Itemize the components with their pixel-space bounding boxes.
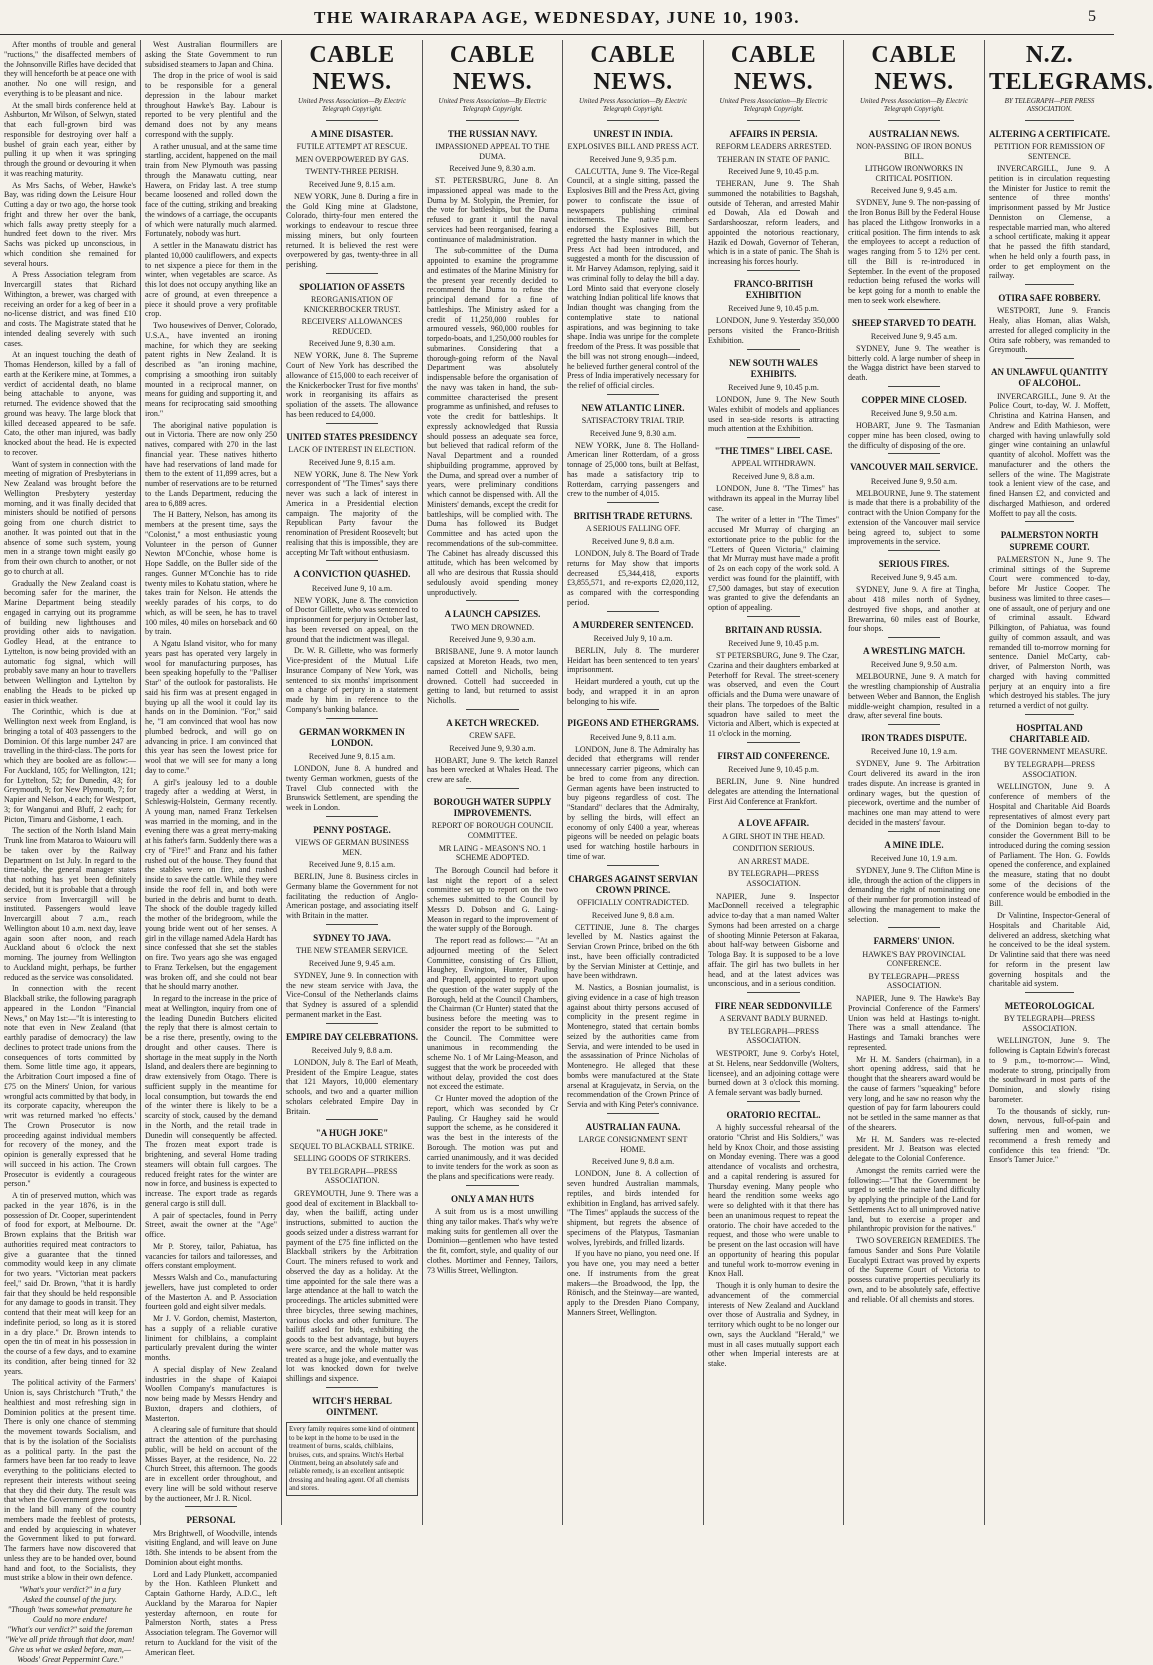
article-paragraph: The Borough Council had before it last night the report of a select committee set up to report on the two schemes submitted to the Council by Messrs D. Dobson and G. Laing-Meason in regard to the improvement of the water supply of the Borough. (427, 865, 558, 934)
section-rule (326, 816, 379, 817)
column-heading: CABLE NEWS. (871, 42, 957, 95)
article-paragraph: BRISBANE, June 9. A motor launch capsized at Moreton Heads, two men, named Cottell and Nicholls, being drowned. Cottell had succeeded in getting to land, but returned to assist Nicholls. (427, 647, 558, 706)
article-subheading: AN ARREST MADE. (737, 856, 810, 866)
received-dateline: Received June 9, 9.30 a.m. (449, 635, 536, 645)
column-heading: CABLE NEWS. (590, 42, 676, 95)
article-paragraph: PALMERSTON N., June 9. The criminal sittings of the Supreme Court were commenced to-day, before Mr Justice Cooper. The business was limited to three cases—one of assault, one of perjury and one of criminal assault. Edward Pilkington, of Pahiatua, was found guilty of common assault, and was remanded till to-morrow morning for sentence. Daniel McCarty, cab-driver, of Palmerston North, was charged with having committed perjury at an enquiry into a fire which destroyed his stables. The jury returned a verdict of not guilty. (989, 554, 1110, 711)
column-heading: CABLE NEWS. (309, 42, 395, 95)
article-headline: NEW SOUTH WALES EXHIBITS. (729, 357, 818, 379)
received-dateline: Received June 9, 8.8 a.m. (591, 537, 675, 547)
article-headline: AUSTRALIAN NEWS. (868, 128, 960, 139)
article-headline: A MINE DISASTER. (310, 128, 394, 139)
article-headline: GERMAN WORKMEN IN LONDON. (299, 726, 405, 748)
article-paragraph: INVERCARGILL, June 9. At the Police Court, to-day, W. J. Moffett, Christina and Katrina Hansen, and Andrew and Edith Mathieson, were charged with having unlawfully sold ginger wine containing an unlawful quantity of alcohol. Moffett was the manufacturer and the others the sellers of the wine. The Magistrate took a lenient view of the case, and fined Hansen £2, and convicted and discharged Mathieson, and ordered Moffett to pay all the costs. (989, 391, 1110, 518)
section-rule (888, 120, 941, 121)
section-rule (466, 788, 518, 789)
article-paragraph: A rather unusual, and at the same time startling, accident, happened on the mail train from New Plymouth was passing through the Manawatu cutting, near Hawera, on Friday last. A tree stump became loosened and rolled down the face of the cutting, striking and breaking the windows of a carriage, the occupants of which were naturally much alarmed. Fortunately, nobody was hurt. (145, 141, 277, 239)
article-paragraph: After months of trouble and general "ructions," the disaffected members of the Johnsonville Rifles have decided that they will henceforth be at peace one with another. No one will resign, and everything is to be pleasant and nice. (4, 40, 136, 98)
column-8 (984, 40, 1153, 1525)
article-subheading: EXPLOSIVES BILL AND PRESS ACT. (567, 142, 699, 152)
article-paragraph: WELLINGTON, June 9. A conference of members of the Hospital and Charitable Aid Boards representatives of almost every part of the Dominion began to-day to consider the Government Bill to be introduced during the coming session of Parliament. The Hon. G. Fowlds opened the conference, and explained the measure, stating that no doubt some of the decisions of the conference would be embodied in the Bill. (989, 782, 1110, 909)
article-paragraph: WELLINGTON, June 9. The following is Captain Edwin's forecast to 9 p.m., to-morrow:— Wind, moderate to strong, principally from the southward in most parts of the Dominion, and slowly rising barometer. (989, 1036, 1110, 1104)
article-subheading: RECEIVERS' ALLOWANCES REDUCED. (301, 317, 403, 336)
article-subheading: PETITION FOR REMISSION OF SENTENCE. (994, 142, 1105, 161)
article-subheading: MEN OVERPOWERED BY GAS. (295, 154, 409, 164)
article-paragraph: The section of the North Island Main Trunk line from Mataroa to Waiouru will be taken over by the Railway Department on 1st July. In regard to the time-table, the general manager states that nothing has yet been definitely decided, but it is probable that a through service from Invercargill will be instituted. Passengers would leave Invercargill about 7 a.m., reach Wellington about 10 a.m. next day, leave again soon after noon, and reach Auckland about 6 o'clock the next morning. The journey from Wellington to Auckland might, perhaps, be further reduced as the service was consolidated. (4, 826, 136, 982)
article-paragraph: Want of system in connection with the meeting of migration of Presbyterians in New Zealand was brought before the Wellington Presbytery yesterday morning, and it was finally decided that ministers should be notified of persons going from one church district to another. It was pointed out that in the absence of some such system, young men in a strange town might easily go from their own church to another, or not go to church at all. (4, 459, 136, 576)
received-dateline: Received June 9, 10.45 p.m. (728, 304, 819, 314)
received-dateline: Received June 10, 1.9 a.m. (870, 747, 958, 757)
article-paragraph: In connection with the recent Blackball strike, the following paragraph appeared in the London "Financial News," on May 1st:—"It is interesting to note that even in New Zealand (that earthly paradise of democracy) the law declines to protect trade unions from the consequences of torts committed by them. Some little time ago, it appears, the Arbitration Court imposed a fine of £75 on the Miners' Union, for various wrongful acts committed by that body, in its corporate capacity, whereupon the writ was returned marked 'no effects.' The Crown Prosecutor is now proceeding against individual members for recovery of the money, and the opinion is generally expressed that he will succeed in his action. The Crown Prosecutor is evidently a courageous person." (4, 984, 136, 1189)
article-paragraph: Heidart murdered a youth, cut up the body, and wrapped it in an apron belonging to his wife. (567, 677, 699, 706)
article-paragraph: A Press Association telegram from Invercargill states that Richard Withington, a brewer, was charged with receiving an order for a keg of beer in a no-license district, and was fined £10 and costs. The Magistrate stated that he intended dealing severely with such cases. (4, 270, 136, 348)
article-subheading: SEQUEL TO BLACKBALL STRIKE. (289, 1141, 415, 1151)
article-paragraph: Messrs Walsh and Co., manufacturing jewellers, have just completed to order of the Masterton A. and P. Association fourteen gold and eight silver medals. (145, 1273, 277, 1312)
article-headline: A LOVE AFFAIR. (737, 818, 810, 829)
article-paragraph: TWO SOVEREIGN REMEDIES. The famous Sander and Sons Pure Volatile Eucalypti Extract was proved by experts of the Supreme Court of Victoria to possess curative properties peculiarly its own, and to be absolutely safe, effective and reliable. Of all chemists and stores. (848, 1236, 980, 1304)
received-dateline: Received June 9, 9.45 a.m. (308, 958, 396, 968)
article-subheading: CREW SAFE. (469, 731, 516, 741)
article-subheading: A SERVANT BADLY BURNED. (719, 1014, 828, 1024)
section-rule (1025, 284, 1073, 285)
article-subheading: A SERIOUS FALLING OFF. (585, 524, 681, 534)
article-headline: THE RUSSIAN NAVY. (447, 128, 538, 139)
article-headline: ONLY A MAN HUTS (450, 1193, 535, 1204)
article-paragraph: LONDON, June 8. A collection of seven hundred Australian mammals, reptiles, and birds intended for exhibition in England, has arrived safely. "The Times" applauds the success of the shipment, but regrets the absence of specimens of the Platypus, Tasmanian wolves, lyrebirds, and frilled lizards. (567, 1169, 699, 1247)
article-headline: AFFAIRS IN PERSIA. (729, 128, 818, 139)
article-paragraph: INVERCARGILL, June 9. A petition is in circulation requesting the Minister for Justice to remit the sentence of three months' imprisonment passed by Mr Justice Denniston on Clemense, a respectable married man, who altered a school certificate, making it appear that he passed the fifth standard, when he held only a fourth pass, in order to get employment on the railway. (989, 164, 1110, 281)
article-paragraph: The report read as follows:— "At an adjourned meeting of the Select Committee, consisting of Crs Elliott, Haughey, Ewington, Hunter, Pauling and Prapnell, appointed to report upon the question of the water supply of the Borough, held at the Council Chambers, the Chairman (Cr Hunter) stated that the business before the meeting was to consider the report to be submitted to the Council. The Committee were unanimous in recommending the scheme No. 1 of Mr Laing-Meason, and suggest that the work be proceeded with without delay, provided the cost does not exceed the estimate. (427, 936, 558, 1092)
section-rule (747, 437, 799, 438)
section-rule (185, 1506, 238, 1507)
section-rule (607, 865, 660, 866)
section-rule (466, 1185, 518, 1186)
article-paragraph: BERLIN, June 8. Business circles in Germany blame the Government for not facilitating the reduction of Anglo-American postage, and associating itself with Britain in the matter. (286, 872, 418, 921)
article-paragraph: NEW YORK, June 8. The conviction of Doctor Gillette, who was sentenced to imprisonment for perjury in October last, has been reversed on appeal, on the ground that the indictment was illegal. (286, 595, 418, 644)
received-dateline: Received June 9, 8.8 a.m. (732, 472, 815, 482)
article-paragraph: LONDON, June 8. The Admiralty has decided that ethergrams will render unnecessary carrier pigeons, which can be bred to come from any direction. German agents have been instructed to buy pigeons regardless of cost. The "Standard" declares that the Admiralty, by selling the birds, will effect an economy of only £400 a year, whereas pigeons will be needed on pelagic boats used for watching hostile harbours in time of war. (567, 744, 699, 861)
article-paragraph: HOBART, June 9. The Tasmanian copper mine has been closed, owing to the difficulty of disposing of the ore. (848, 421, 980, 450)
article-paragraph: MELBOURNE, June 9. A match for the wrestling championship of Australia between Weber and Bannon, the English middle-weight champion, resulted in a draw, after several fine bouts. (848, 672, 980, 721)
article-paragraph: NEW YORK, June 8. During a fire in the Gold King mine at Gladstone, Colorado, thirty-four men entered the workings to endeavour to rescue three missing miners, but only fourteen returned. It is believed the rest were overpowered by gas, twenty-three in all perishing. (286, 191, 418, 270)
received-dateline: Received June 9, 8.15 a.m. (308, 179, 396, 189)
article-subheading: SELLING GOODS OF STRIKERS. (293, 1154, 411, 1164)
article-paragraph: The political activity of the Farmers' Union is, says Christchurch "Truth," the healthiest and most refreshing sign in Dominion politics at the present time. There is only one chance of stemming the movement towards Socialism, and that is by the isolation of the Socialists as a political party. In the past the farmers have been far too ready to leave everything to the politicians elected to represent their interests without seeing that they did their duty. The result was that when the Government grew too bold in the land bill many of the country members made the feeblest of protests, and ended by acquiescing in whatever the Government liked to put forward. The farmers have now discovered that unless they are to be handed over, bound hand and foot, to the Socialists, they must strike a blow in their own defence. (4, 1378, 136, 1583)
article-headline: BRITAIN AND RUSSIA. (725, 624, 822, 635)
article-headline: FIRE NEAR SEDDONVILLE (714, 1001, 833, 1012)
section-rule (888, 637, 941, 638)
article-paragraph: LONDON, July 8. The Earl of Meath, President of the Empire League, states that 121 Mayors, 10,000 elementary schools, and two and a quarter million scholars celebrated Empire Day in Britain. (286, 1057, 418, 1116)
article-subheading: BY TELEGRAPH—PRESS ASSOCIATION. (306, 1166, 398, 1186)
article-subheading: REPORT OF BOROUGH COUNCIL COMMITTEE. (431, 821, 554, 840)
article-subheading: A GIRL SHOT IN THE HEAD. (722, 831, 825, 841)
article-headline: METEOROLOGICAL (1004, 1001, 1095, 1011)
section-rule (1025, 521, 1073, 522)
advertisement: Every family requires some kind of ointment to be kept in the home to be used in the treatment of burns, scalds, chilblains, bruises, cuts, and sprains. Witch's Herbal Ointment, being an absolutely safe and reliable remedy, is an excellent antiseptic dressing and healing agent. Of all chemists and stores. (286, 1422, 418, 1495)
article-paragraph: A tin of preserved mutton, which was packed in the year 1876, is in the possession of Dr. Cooper, superintendent of food for export, at Melbourne. Dr. Brown explains that the British war authorities required meat contractors to give a guarantee that the tinned commodity would keep in any climate for two years. "Victorian meat packers feel," said Dr. Brown, "that it is hardly fair that they should be held responsible for any damage to goods in transit. They contend that their meat will keep for an indefinite period, so long as it is stored in a dry place." Dr. Brown intends to open the tin of meat in his possession in the course of a few days, and to examine its condition, after being tinned for 32 years. (4, 1191, 136, 1376)
article-paragraph: At the small birds conference held at Ashburton, Mr Wilson, of Selwyn, stated that each full-grown bird was responsible for destroying over half a bushel of grain each year, either by pulling it up when it was springing through the ground or devouring it when it was reaching maturity. (4, 100, 136, 178)
article-paragraph: Mr P. Storey, tailor, Pahiatua, has vacancies for tailors and tailoresses, and offers constant employment. (145, 1241, 277, 1271)
article-headline: A KETCH WRECKED. (446, 717, 539, 728)
section-rule (888, 550, 941, 551)
article-paragraph: A special display of New Zealand industries in the shape of Kaiapoi Woollen Company's manufactures is now being made by Messrs Hendry and Buxton, drapers and clothiers, of Masterton. (145, 1364, 277, 1423)
section-rule (326, 1023, 379, 1024)
article-paragraph: LONDON, June 9. The New South Wales exhibit of models and appliances used in sea-side resorts is attracting much attention at the Exhibition. (708, 395, 839, 434)
column-6 (703, 40, 843, 1525)
article-paragraph: CETTINJE, June 8. The charges levelled by M. Nastics against the Servian Crown Prince, bribed on the 6th inst., have been officially contradicted by the Servian Minister at Cettinje, and have been withdrawn. (567, 922, 699, 981)
article-paragraph: WESTPORT, June 9. Francis Healy, alias Homan, alias Walsh, arrested for alleged complicity in the Otira safe robbery, was remanded to Greymouth. (989, 306, 1110, 355)
section-rule (747, 349, 799, 350)
article-subheading: LARGE CONSIGNMENT SENT HOME. (578, 1135, 688, 1154)
article-paragraph: Mr J. V. Gordon, chemist, Masterton, has a supply of a reliable curative liniment for chilblains, a complaint particularly prevalent during the winter months. (145, 1314, 277, 1362)
article-subheading: HAWKE'S BAY PROVINCIAL CONFERENCE. (862, 949, 966, 969)
article-subheading: THE NEW STEAMER SERVICE. (296, 946, 408, 956)
article-headline: PERSONAL (186, 1515, 236, 1526)
section-rule (1025, 358, 1073, 359)
article-headline: FIRST AID CONFERENCE. (717, 750, 830, 761)
article-headline: UNREST IN INDIA. (593, 128, 673, 139)
article-paragraph: MELBOURNE, June 9. The statement is made that there is a probability of the contract with the Union Company for the extension of the Vancouver mail service being agreed to, subject to some improvements in the service. (848, 488, 980, 547)
article-subheading: OFFICIALLY CONTRADICTED. (577, 898, 689, 908)
article-paragraph: Lord and Lady Plunkett, accompanied by the Hon. Kathleen Plunkett and Captain Gathorne Hardy, A.D.C., left Auckland by the Mararoa for Napier yesterday afternoon, en route for Palmerston North, states a Press Association telegram. The Governor will return to Auckland for the visit of the American fleet. (145, 1569, 277, 1657)
article-headline: A MINE IDLE. (884, 839, 944, 850)
article-headline: SYDNEY TO JAVA. (313, 932, 391, 943)
column-credit: United Press Association—By Electric Telegraph Copyright. (579, 97, 687, 114)
article-paragraph: LONDON, June 8. A hundred and twenty German workmen, guests of the Travel Club connected with the Brunswick Settlement, are spending the week in London. (286, 764, 418, 813)
received-dateline: Received June 9, 9.50 a.m. (870, 409, 958, 419)
article-paragraph: At an inquest touching the death of Thomas Henderson, killed by a fall of earth at the Kerikere mine, at Tommes, a verdict of accidental death, no blame being attachable to anyone, was returned. The evidence showed that the ground was heavy. The large block that killed deceased appeared to be safe. Cato, the other man injured, was badly knocked about the head. He is expected to recover. (4, 350, 136, 457)
article-paragraph: Dr Valintine, Inspector-General of Hospitals and Charitable Aid, delivered an address, sketching what he conceived to be the ideal system. Dr Valintine said that there was need for reform in the present law governing hospitals and the charitable aid system. (989, 911, 1110, 989)
column-heading: N.Z. TELEGRAMS. (989, 42, 1153, 95)
column-credit: United Press Association—By Electric Telegraph Copyright. (438, 97, 547, 114)
article-paragraph: GREYMOUTH, June 9. There was a good deal of excitement in Blackball to-day, when the bailiff, acting under instructions, submitted to auction the goods seized under a distress warrant for payment of the £75 fine inflicted on the Blackball strikers by the Arbitration Court. The miners refused to work and observed the day as a holiday. At the time appointed for the sale there was a large attendance at the hall to watch the proceedings. The articles submitted were three bicycles, three sewing machines, various clocks and other furniture. The bailiff asked for bids, exhibiting the goods to the best advantage, but buyers were scarce, and the whole matter was treated as a huge joke, and eventually the lot was knocked down for twelve shillings and sixpence. (286, 1188, 418, 1384)
article-paragraph: The aboriginal native population is out in Victoria. There are now only 250 natives, compared with 270 in the last financial year. These natives hitherto have had reservations of land made for them to the extent of 11,899 acres, but a number of reservations are to be returned to the Lands Department, reducing the area to 6,889 acres. (145, 420, 277, 508)
received-dateline: Received June 9, 9.50 a.m. (870, 660, 958, 670)
article-paragraph: NAPIER, June 9. The Hawke's Bay Provincial Conference of the Farmers' Union was held at Hastings to-night. There was a small attendance. The Hastings and Tamaki branches were represented. (848, 994, 980, 1052)
article-paragraph: NEW YORK, June 8. The Supreme Court of New York has described the allowance of £15,000 to each receiver of the Knickerbocker Trust for five months' work in reorganising its affairs as spoliation of the assets. The allowance has been reduced to £4,000. (286, 351, 418, 419)
section-rule (747, 992, 799, 993)
article-paragraph: SYDNEY, June 9. The weather is bitterly cold. A large number of sheep in the Wagga district have been starved to death. (848, 343, 980, 383)
article-paragraph: M. Nastics, a Bosnian journalist, is giving evidence in a case of high treason against about thirty persons accused of complicity in the present regime in Montenegro, stated that certain bombs seized by the authorities came from Servia, and were intended to be used in the assassination of Prince Nicholas of Montenegro. He alleged that these bombs were manufactured at the State arsenal at Kragujevatz, in Servia, on the recommendation of the Crown Prince of Servia and with King Peter's connivance. (567, 983, 699, 1110)
section-rule (747, 120, 799, 121)
article-headline: AN UNLAWFUL QUANTITY OF ALCOHOL. (990, 367, 1108, 389)
article-headline: COPPER MINE CLOSED. (861, 394, 967, 405)
article-headline: EMPIRE DAY CELEBRATIONS. (286, 1031, 418, 1042)
article-headline: FRANCO-BRITISH EXHIBITION (733, 278, 813, 301)
article-paragraph: Dr. W. R. Gillette, who was formerly Vice-president of the Mutual Life Insurance Company of New York, was sentenced to six months' imprisonment on a charge of perjury in a statement made by him in reference to the Company's banking balance. (286, 646, 418, 714)
section-rule (326, 718, 379, 719)
article-subheading: VIEWS OF GERMAN BUSINESS MEN. (294, 838, 409, 857)
article-subheading: MR LAING - MEASON'S NO. 1 SCHEME ADOPTED. (438, 843, 547, 863)
article-paragraph: Gradually the New Zealand coast is becoming safer for the mariner, the Marine Department being steadily engaged in carrying out its programme of building new lighthouses and providing other aids to navigation. Godley Head, at the entrance to Lyttelton, is now being provided with an automatic fog signal, which will probably save many an hour to travellers between Wellington and Lyttelton by enabling the Heads to be picked up easier in thick weather. (4, 578, 136, 705)
article-paragraph: LONDON, June 8. "The Times" has withdrawn its appeal in the Murray libel case. (708, 484, 839, 513)
article-paragraph: The Corinthic, which is due at Wellington next week from England, is bringing a total of 403 passengers to the Dominion. Of this large number 247 are travelling in the third-class. The ports for which they are booked are as follow:—For Auckland, 105; for Wellington, 121; for Lyttelton, 52; for Dunedin, 43; for Greymouth, 9; for New Plymouth, 7; for Napier and Nelson, 4 each; for Westport, 3; for Wanganui and Bluff, 2 each; for Picton, Timaru and Gisborne, 1 each. (4, 707, 136, 824)
article-subheading: TWENTY-THREE PERISH. (305, 167, 399, 177)
article-headline: A LAUNCH CAPSIZES. (444, 609, 541, 620)
article-paragraph: WESTPORT, June 9. Corby's Hotel, at St. Helens, near Seddonville (Wolters, licensee), and an adjoining cottage were burned down at 3 o'clock this morning. A female servant was badly burned. (708, 1049, 839, 1098)
article-headline: SERIOUS FIRES. (878, 559, 950, 570)
received-dateline: Received June 9, 9.50 a.m. (870, 476, 958, 486)
received-dateline: Received June 9, 8.11 a.m. (590, 732, 676, 742)
section-rule (607, 394, 660, 395)
received-dateline: Received June 9, 8.15 a.m. (308, 860, 396, 870)
section-rule (466, 600, 518, 601)
article-paragraph: SYDNEY, June 9. A fire at Tingha, about 418 miles north of Sydney, destroyed five shops, and another at Brewarrina, 60 miles east of Bourke, four shops. (848, 585, 980, 634)
article-headline: "THE TIMES" LIBEL CASE. (714, 446, 833, 457)
column-4 (422, 40, 562, 1525)
article-paragraph: HOBART, June 9. The ketch Ranzel has been wrecked at Whales Head. The crew are safe. (427, 755, 558, 785)
article-subheading: REFORM LEADERS ARRESTED. (715, 142, 832, 152)
article-paragraph: A suit from us is a most unwilling thing any tailor makes. That's why we're making suits for gentlemen all over the Dominion—gentlemen who have tested the fit, comfort, style, and quality of our clothes. Mortimer and Fenney, Tailors, 73 Willis Street, Wellington. (427, 1207, 558, 1275)
article-paragraph: West Australian flourmillers are asking the State Government to run subsidised steamers to Japan and China. (145, 40, 277, 69)
article-paragraph: Mr H. M. Sanders was re-elected president. Mr J. Beatson was elected delegate to the Colonial Conference. (848, 1134, 980, 1164)
article-headline: CHARGES AGAINST SERVIAN CROWN PRINCE. (568, 873, 698, 895)
article-paragraph: A Ngatu Island visitor, who for many years past has operated very largely in wool for manufacturing purposes, has been speaking hopefully to the "Palliser Star" of the outlook for pastoralists. He said his firm was at present engaged in buying up all the wool it could lay its hands on in the Dominion. "For," said he, "I am convinced that wool has now plumbed bedrock, and will go on advancing in price. I am convinced that this year has seen the lowest price for wool that we will see for many a long day to come." (145, 639, 277, 775)
article-paragraph: The drop in the price of wool is said to be responsible for a general depression in the labour market throughout Hawke's Bay. Labour is reported to be very plentiful and the demand does not by any means correspond with the supply. (145, 71, 277, 139)
article-subheading: SATISFACTORY TRIAL TRIP. (581, 416, 685, 426)
received-dateline: Received June 9, 10.45 p.m. (728, 639, 819, 649)
section-rule (888, 309, 941, 310)
article-headline: A WRESTLING MATCH. (863, 646, 965, 657)
article-paragraph: Though it is only human to desire the advancement of the commercial interests of New Zealand and Auckland over those of Australia and Sydney, in territory which ought to be no longer our own, says the Auckland "Herald," we must in all cases mutually support each other when Imperial interests are at stake. (708, 1281, 839, 1369)
article-headline: BOROUGH WATER SUPPLY IMPROVEMENTS. (433, 796, 552, 819)
section-rule (326, 423, 379, 424)
section-rule (466, 709, 518, 710)
article-paragraph: LONDON, July 8. The Board of Trade returns for May show that imports decreased £5,344,418, exports £3,855,571, and re-exports £2,020,112, as compared with the corresponding period. (567, 549, 699, 607)
article-paragraph: NAPIER, June 9. Inspector MacDonnell received a telegraphic advice to-day that a man named Walter Symons had been arrested on a charge of shooting Minnie Peterson at Fakaraa, about half-way between Gisborne and Tologa Bay. It is supposed to be a love affair. The girl has two bullets in her head, and at the latest advices was unconscious, and in a serious condition. (708, 891, 839, 989)
article-headline: UNITED STATES PRESIDENCY (286, 431, 418, 442)
article-paragraph: The writer of a letter in "The Times" accused Mr Murray of charging an extortionate price to the public for the "Letters of Queen Victoria," claiming that Mr Murray must have made a profit of 2s on each copy of the work sold. A verdict was found for the plaintiff, with £7,500 damages, but stay of execution was granted to give the defendants an option of appealing. (708, 515, 839, 613)
section-rule (1025, 120, 1073, 121)
received-dateline: Received July 9, 10 a.m. (593, 633, 673, 643)
article-paragraph: SYDNEY, June 9. In connection with the new steam service with Java, the Vice-Consul of the Netherlands claims that Sydney is assured of a splendid permanent market in the East. (286, 970, 418, 1019)
section-rule (607, 502, 660, 503)
section-rule (888, 386, 941, 387)
article-headline: SHEEP STARVED TO DEATH. (851, 317, 977, 328)
article-headline: PALMERSTON NORTH SUPREME COURT. (1000, 530, 1099, 552)
article-headline: AUSTRALIAN FAUNA. (585, 1121, 681, 1132)
article-subheading: BY TELEGRAPH—PRESS ASSOCIATION. (728, 869, 819, 888)
section-rule (607, 1113, 660, 1114)
article-paragraph: To the thousands of sickly, run-down, nervous, full-of-pain and suffering men and women, we recommend a fresh remedy and confidence this tea friend: "Dr. Ensor's Tamer Juice." (989, 1106, 1110, 1165)
article-subheading: TEHERAN IN STATE OF PANIC. (717, 154, 830, 164)
article-headline: FARMERS' UNION. (873, 936, 955, 947)
article-paragraph: Mr H. M. Sanders (chairman), in a short opening address, said that he thought that the shearers award would be the cause of farmers "squeaking" before very long, and he saw no reason why the question of pay for farm labourers could not be settled in the same manner as that of the shearers. (848, 1054, 980, 1132)
columns-area (0, 40, 1153, 1664)
section-rule (888, 453, 941, 454)
article-headline: PENNY POSTAGE. (313, 824, 391, 835)
article-paragraph: A settler in the Manawatu district has planted 10,000 cauliflowers, and expects to net sixpence a piece for them in the winter, when vegetables are scarce. As this lot does not occupy anything like an acre of ground, at even threepence a piece it should prove a very profitable crop. (145, 241, 277, 319)
received-dateline: Received June 9, 8.8 a.m. (591, 1157, 675, 1167)
section-rule (326, 1119, 379, 1120)
article-paragraph: SYDNEY, June 9. The Arbitration Court delivered its award in the iron trades dispute. An increase is granted in ordinary wages, but the question of piecework, overtime and the number of machines one man may attend to were decided in the masters' favour. (848, 759, 980, 827)
article-headline: OTIRA SAFE ROBBERY. (998, 293, 1101, 304)
article-subheading: BY TELEGRAPH—PRESS ASSOCIATION. (728, 1026, 819, 1046)
column-credit: United Press Association—By Electric Telegraph Copyright. (860, 97, 968, 114)
received-dateline: Received June 9, 8.15 a.m. (308, 457, 396, 467)
article-headline: "A HUGH JOKE" (315, 1128, 389, 1139)
article-paragraph: Two housewives of Denver, Colorado, U.S.A., have invented an ironing machine, for which they are seeking patent rights in New Zealand. It is described as "an ironing machine, comprising a smoothing iron suitably mounted in a reciprocal manner, on means for guiding and supporting it, and means for reciprocating said smoothing iron." (145, 321, 277, 418)
column-heading: CABLE NEWS. (730, 42, 817, 95)
received-dateline: Received June 9, 8.8 a.m. (591, 910, 675, 920)
section-rule (1025, 714, 1073, 715)
article-paragraph: Mrs Brightwell, of Woodville, intends visiting England, and will leave on June 18th. She intends to be absent from the Dominion about eight months. (145, 1528, 277, 1567)
article-subheading: REORGANISATION OF KNICKERBOCKER TRUST. (303, 295, 401, 314)
column-5 (562, 40, 703, 1525)
received-dateline: Received June 9, 8.30 a.m. (589, 428, 677, 438)
article-subheading: NON-PASSING OF IRON BONUS BILL. (856, 142, 972, 161)
received-dateline: Received June 9, 8.30 a.m. (449, 164, 536, 174)
received-dateline: Received June 9, 10.45 p.m. (728, 765, 819, 775)
section-rule (747, 616, 799, 617)
received-dateline: Received June 9, 10 a.m. (311, 583, 393, 593)
article-subheading: BY TELEGRAPH—PRESS ASSOCIATION. (1004, 1014, 1095, 1033)
received-dateline: Received June 9, 9.45 a.m. (870, 186, 958, 196)
section-rule (607, 709, 660, 710)
article-subheading: CONDITION SERIOUS. (732, 844, 815, 854)
masthead-title: THE WAIRARAPA AGE, WEDNESDAY, JUNE 10, 1903. (313, 8, 801, 27)
article-headline: BRITISH TRADE RETURNS. (573, 511, 693, 522)
section-rule (466, 120, 518, 121)
article-headline: IRON TRADES DISPUTE. (861, 733, 967, 744)
section-rule (607, 611, 660, 612)
article-paragraph: If you have no piano, you need one. If you have one, you may need a better one. If instruments from the great makers—the Broadwood, the Ipp, the Rönisch, and the Steinway—are wanted, apply to the Dresden Piano Company, Manners Street, Wellington. (567, 1249, 699, 1317)
section-rule (326, 1387, 379, 1388)
article-headline: A MURDERER SENTENCED. (572, 619, 694, 630)
section-rule (326, 120, 379, 121)
article-paragraph: BERLIN, June 9. Nine hundred delegates are attending the International First Aid Conference at Frankfort. (708, 777, 839, 806)
column-credit: United Press Association—By Electric Telegraph Copyright. (719, 97, 828, 114)
article-paragraph: BERLIN, July 8. The murderer Heidart has been sentenced to ten years' imprisonment. (567, 645, 699, 675)
section-rule (326, 924, 379, 925)
article-paragraph: TEHERAN, June 9. The Shah summoned the notabilities to Bagshah, outside of Teheran, and arrested Mahir ed Dowah, Ala ed Dowah and Sardarshooszar, reform leaders, and appointed the notorious reactionary, Hazik ed Dowah, Governor of Teheran, which is in a state of panic. The Shah is increasing his forces hourly. (708, 179, 839, 267)
section-rule (1025, 992, 1073, 993)
article-subheading: FUTILE ATTEMPT AT RESCUE. (296, 142, 408, 152)
column-credit: BY TELEGRAPH—PER PRESS ASSOCIATION. (1004, 97, 1095, 114)
article-headline: PIGEONS AND ETHERGRAMS. (567, 718, 699, 729)
article-paragraph: ST PETERSBURG, June 9. The Czar, Czarina and their daughters embarked at Peterhoff for Reval. The street-scenery was observed, and even the Court officials and the Duma were unaware of their plans. The torpedoes of the Baltic squadron have sailed to meet the Victoria and Albert, which is expected at 11 o'clock in the morning. (708, 651, 839, 739)
article-subheading: LITHGOW IRONWORKS IN CRITICAL POSITION. (864, 164, 964, 183)
article-paragraph: In regard to the increase in the price of meat at Wellington, inquiry from one of the leading Dunedin Butchers elicited the reply that there is almost certain to be a rise there, presently, owing to the drought and other causes. There is shortage in the meat supply in the North Island, and dealers there are beginning to draw extensively from Otago. There is sufficient supply in the meantime for local consumption, but towards the end of the winter there is likely to be a scarcity of stock, caused by the demand in the North, and the retail trade in Dunedin will consequently be affected. The frozen meat export trade is brightening, and several Home trading steamers will obtain full cargoes. The reduced freight rates for the winter are now in force, and business is expected to increase. The export trade as regards general cargo is still dull. (145, 994, 277, 1208)
received-dateline: Received June 9, 10.45 p.m. (728, 383, 819, 393)
section-rule (888, 927, 941, 928)
section-rule (747, 270, 799, 271)
article-paragraph: A clearing sale of furniture that should attract the attention of the purchasing public, will be held on account of the Misses Bayer, at the residence, No. 22 Church Street, this afternoon. The goods are in excellent order throughout, and every line will be sold without reserve by the auctioneer, Mr J. R. Nicol. (145, 1425, 277, 1503)
article-paragraph: A girl's jealousy led to a double tragedy after a wedding at Werst, in Schleswig-Holstein, Germany recently. A young man, named Franz Terkelsen was married in the morning, and in the evening there was a great merry-making at his father's farm. Suddenly there was a cry of "Fire!" and Franz and his father rushed out of the house. They found that the stables were on fire, and rushed inside to save the cattle. While they were inside the roof fell in, and both were buried in the debris and burnt to death. The shock of the double tragedy killed the mother of the bridegroom, while the young bride went out of her senses. A girl in the village named Adela Hardt has since confessed that she set the stables on fire. Two years ago she was engaged to Franz Terkelsen, but the engagement was broken off, and she could not bear that he should marry another. (145, 777, 277, 992)
received-dateline: Received June 9, 9.30 a.m. (449, 743, 536, 753)
article-paragraph: As Mrs Sachs, of Weber, Hawke's Bay, was riding down the Leisure Hour Cutting a day or two ago, the horse took fright and threw her over the bank, which falls away pretty steeply for a hundred feet down to the river. Mrs Sachs was picked up unconscious, in which condition she remained for several hours. (4, 180, 136, 268)
page-number: 5 (1088, 8, 1096, 25)
article-paragraph: LONDON, June 9. Yesterday 350,000 persons visited the Franco-British Exhibition. (708, 316, 839, 345)
article-subheading: BY TELEGRAPH—PRESS ASSOCIATION. (1004, 760, 1095, 779)
masthead (0, 0, 1114, 35)
article-headline: NEW ATLANTIC LINER. (581, 402, 685, 413)
received-dateline: Received July 9, 8.8 a.m. (311, 1045, 393, 1055)
article-headline: ORATORIO RECITAL. (726, 1109, 821, 1120)
article-paragraph: Amongst the remits carried were the following:—"That the Government be urged to settle the native land difficulty by applying the principle of the Land for Settlements Act to all unimproved native land, but to exercise a proper and philanthropic provision for the natives." (848, 1165, 980, 1234)
article-subheading: TWO MEN DROWNED. (451, 622, 534, 632)
article-headline: SPOLIATION OF ASSETS (299, 281, 405, 292)
section-rule (888, 724, 941, 725)
section-rule (326, 560, 379, 561)
received-dateline: Received June 10, 1.9 a.m. (870, 853, 958, 863)
article-headline: WITCH'S HERBAL OINTMENT. (312, 1395, 392, 1418)
article-paragraph: ST. PETERSBURG, June 8. An impassioned appeal was made to the Duma by M. Stolypin, the Premier, for the vote for battleships, but the Duma refused to grant it until the naval services had been reorganised, fearing a continuance of maladministration. (427, 176, 558, 244)
section-rule (747, 742, 799, 743)
received-dateline: Received June 9, 8.30 a.m. (308, 339, 396, 349)
verse-advertisement: "What's your verdict?" in a fury Asked the counsel of the jury. "Though 'twas somewhat premature he Could no more endure! "What's our verdict?" said the foreman "We've all pride through that door, man! Give us what we asked before, man,— Woods' Great Peppermint Cure." (5, 1585, 135, 1664)
column-2 (140, 40, 281, 1657)
section-rule (747, 809, 799, 810)
article-paragraph: NEW YORK, June 8. The New York correspondent of "The Times" says there never was such a lack of interest in America in a Presidential election campaign. The majority of the Republican Party favour the renomination of President Roosevelt; but realising that this is impossible, they are accepting Mr Taft without enthusiasm. (286, 469, 418, 557)
article-paragraph: NEW YORK, June 8. The Holland-American liner Rotterdam, of a gross tonnage of 25,000 tons, built at Belfast, has made a satisfactory trip to Rotterdam, carrying passengers and crew to the number of 4,015. (567, 440, 699, 499)
column-7 (843, 40, 984, 1525)
article-paragraph: A pair of spectacles, found in Perry Street, await the owner at the "Age" office. (145, 1210, 277, 1239)
article-headline: VANCOUVER MAIL SERVICE. (850, 462, 978, 473)
received-dateline: Received June 9, 9.45 a.m. (870, 331, 958, 341)
article-subheading: LACK OF INTEREST IN ELECTION. (288, 444, 416, 454)
article-headline: HOSPITAL AND CHARITABLE AID. (1009, 722, 1090, 745)
column-credit: United Press Association—By Electric Telegraph Copyright. (298, 97, 406, 114)
article-headline: A CONVICTION QUASHED. (293, 569, 411, 580)
column-1 (0, 40, 140, 1664)
article-paragraph: SYDNEY, June 9. The non-passing of the Iron Bonus Bill by the Federal House has placed the Lithgow Ironworks in a critical position. The firm intends to ask the employees to accept a reduction of wages ranging from 5 to 12½ per cent. till the Bill is re-introduced in September. In the event of the proposed reduction being refused the works will be kept going for a month to enable the men to seek work elsewhere. (848, 198, 980, 305)
article-paragraph: SYDNEY, June 9. The Clifton Mine is idle, through the action of the clippers in demanding the right of nominating one of their number for promotion instead of allowing the management to make the selection. (848, 865, 980, 924)
received-dateline: Received June 9, 10.45 p.m. (728, 167, 819, 177)
article-subheading: APPEAL WITHDRAWN. (731, 459, 816, 469)
article-paragraph: A highly successful rehearsal of the oratorio "Christ and His Soldiers," was held by Knox Choir, and those assisting on Monday evening. There was a good attendance of vocalists and orchestra, and a capital rendering is assured for Thursday evening. Many people who heard the rendition some weeks ago were so delighted with it that there has been an unanimous request to repeat the oratorio. The choir have acceded to the request, and those who were unable to be present on the last occasion will have an opportunity of hearing this popular and tuneful work to-morrow evening in Knox Hall. (708, 1123, 839, 1279)
article-paragraph: The sub-committee of the Duma appointed to examine the programme and estimates of the Marine Ministry for the present year recently decided to recommend the Duma to refuse the principal demand for a fine of battleships. The Ministry asked for a credit of 11,250,000 roubles for armoured vessels, 960,000 roubles for torpedo-boats, and 1,250,000 roubles for submarines. Considering that a thorough-going reform of the Naval Department was absolutely indispensable before the organisation of the navy was taken in hand, the sub-committee characterised the present programme as unfinished, and refuses to vote the credit for battleships. It expressly acknowledged that Russia should possess an adequate sea force, but believed that radical reform of the Naval Department and a rounded shipbuilding programme, approved by the Duma, and spread over a number of years, were preliminary conditions which cannot be dispensed with. All the Ministers' demands, except the credit for battleships, will be complied with. The Duma has followed its Budget Committee and has acted upon the recommendations of the sub-committee. The Cabinet has already discussed this attitude, which has been welcomed by all who are desirous that Russia should sedulously avoid spending money unproductively. (427, 246, 558, 597)
article-subheading: BY TELEGRAPH—PRESS ASSOCIATION. (868, 971, 960, 991)
column-3 (281, 40, 422, 1525)
article-paragraph: CALCUTTA, June 9. The Vice-Regal Council, at a single sitting, passed the Explosives Bill and the Press Act, giving power to confiscate the issue of newspapers publishing criminal incitements. The native members endorsed the Explosives Bill, but regretted the hasty manner in which the Press Act had been introduced, and suggested a month for the discussion of it. Mr Harvey Adamson, replying, said it was criminal folly to delay the bill a day. Lord Minto said that everyone closely watching Indian political life knows that Indian thought was changing from the contemplative state to national aspirations, and was beginning to take shape. India was unripe for the complete freedom of the Press. It was possible that the bill was not strong enough—indeed, he believed further general control of the Press of India imperatively necessary for the relief of official circles. (567, 166, 699, 391)
article-subheading: IMPASSIONED APPEAL TO THE DUMA. (435, 142, 550, 161)
article-paragraph: The H Battery, Nelson, has among its members at the present time, says the "Colonist," a most enthusiastic young Volunteer in the person of Gunner Newton M'Conchie, whose home is Hope Saddle, on the Buller side of the ranges. Gunner M'Conchie has to ride twenty miles to Kohatu station, where he takes train for Nelson. He attends the weekly parades of his corps, to do which, as will be seen, he has to travel 100 miles, 40 miles on horseback and 60 by train. (145, 510, 277, 637)
column-heading: CABLE NEWS. (449, 42, 536, 95)
received-dateline: Received June 9, 9.35 p.m. (589, 154, 677, 164)
section-rule (326, 273, 379, 274)
article-headline: ALTERING A CERTIFICATE. (989, 128, 1110, 139)
received-dateline: Received June 9, 9.45 a.m. (870, 573, 958, 583)
section-rule (747, 1101, 799, 1102)
section-rule (888, 831, 941, 832)
article-paragraph: Cr Hunter moved the adoption of the report, which was seconded by Cr Pauling. Cr Haughey said he would support the scheme, as he considered it was the best in the interests of the Borough. The motion was put and carried unanimously, and it was decided to invite tenders for the work as soon as the plans and specifications were ready. (427, 1094, 558, 1182)
article-subheading: THE GOVERNMENT MEASURE. (991, 747, 1108, 757)
section-rule (607, 120, 660, 121)
received-dateline: Received June 9, 8.15 a.m. (308, 752, 396, 762)
